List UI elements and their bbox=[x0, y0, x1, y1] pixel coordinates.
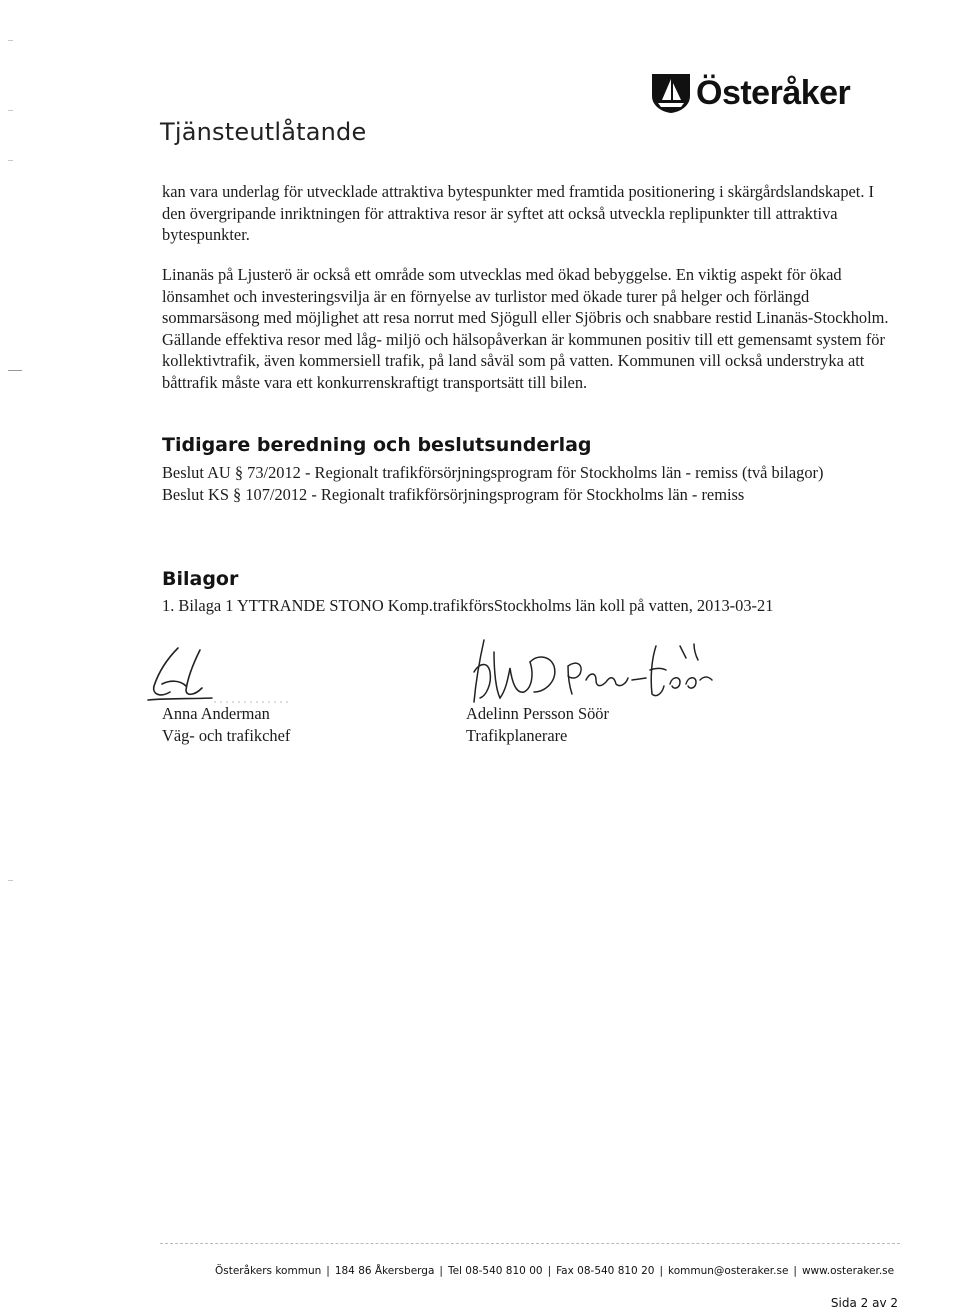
scan-mark bbox=[8, 110, 13, 111]
signatory-name: Adelinn Persson Söör bbox=[466, 704, 609, 723]
footer-fax: Fax 08-540 810 20 bbox=[556, 1265, 655, 1277]
body-paragraph: kan vara underlag för utvecklade attraktiva bytespunkter med framtida positionering i skärgårdslandskapet. I den övergripande inriktningen för attraktiva resor är syftet att också utveckla replipunkter till attraktiva bytespunkter. bbox=[162, 182, 874, 244]
section-heading: Bilagor bbox=[162, 568, 239, 590]
page-number: Sida 2 av 2 bbox=[830, 1296, 898, 1310]
body-paragraph: Linanäs på Ljusterö är också ett område som utvecklas med ökad bebyggelse. En viktig aspekt för ökad lönsamhet och investeringsvilja är en förnyelse av turlistor med ökade turer på helger och förlängd sommarsäsong med möjlighet att resa norrut med Sjögull eller Sjöbris och snabbare restid Linanäs-Stockholm. Gällande effektiva resor med låg- miljö och hälsopåverkan är kommunen positiv till ett gemensamt system för kollektivtrafik, även kommersiell trafik, på land såväl som på vatten. Kommunen vill också understryka att båttrafik måste vara ett konkurrenskraftigt transportsätt till bilen. bbox=[162, 265, 889, 392]
signatory-name: Anna Anderman bbox=[162, 704, 270, 723]
section-heading: Tidigare beredning och beslutsunderlag bbox=[162, 434, 592, 456]
signature-anna-anderman bbox=[140, 640, 300, 710]
footer-phone: Tel 08-540 810 00 bbox=[447, 1265, 543, 1277]
signature-adelinn-persson-soor bbox=[450, 632, 740, 712]
scan-mark bbox=[8, 40, 13, 41]
footer-org: Österåkers kommun bbox=[215, 1265, 322, 1277]
signatory-title: Trafikplanerare bbox=[466, 725, 568, 745]
scan-mark bbox=[8, 370, 22, 371]
signatory-title: Väg- och trafikchef bbox=[162, 725, 291, 745]
logo-text: Österåker bbox=[696, 73, 851, 112]
footer-contact: Österåkers kommun | 184 86 Åkersberga | Tel 08-540 810 00 | Fax 08-540 810 20 | kommun@osteraker.se | www.osteraker.se bbox=[215, 1265, 895, 1277]
scan-mark bbox=[8, 160, 13, 161]
attachment-item: 1. Bilaga 1 YTTRANDE STONO Komp.trafikförsStockholms län koll på vatten, 2013-03-21 bbox=[162, 596, 774, 615]
decision-item: Beslut KS § 107/2012 - Regionalt trafikförsörjningsprogram för Stockholms län - remiss bbox=[162, 484, 745, 504]
coat-of-arms-icon bbox=[650, 72, 692, 114]
attachments-section bbox=[162, 568, 902, 617]
previous-decisions-section bbox=[162, 434, 902, 505]
document-type-title: Tjänsteutlåtande bbox=[160, 118, 367, 146]
municipality-logo bbox=[650, 72, 850, 114]
signatory-block bbox=[162, 703, 290, 746]
footer-address: 184 86 Åkersberga bbox=[334, 1265, 435, 1277]
footer-email[interactable]: kommun@osteraker.se bbox=[668, 1265, 789, 1277]
footer-website[interactable]: www.osteraker.se bbox=[801, 1265, 895, 1277]
footer-divider bbox=[160, 1243, 900, 1244]
signatory-block bbox=[466, 703, 609, 746]
scan-mark bbox=[8, 880, 13, 881]
decision-item: Beslut AU § 73/2012 - Regionalt trafikförsörjningsprogram för Stockholms län - remiss (två bilagor) bbox=[162, 463, 824, 482]
